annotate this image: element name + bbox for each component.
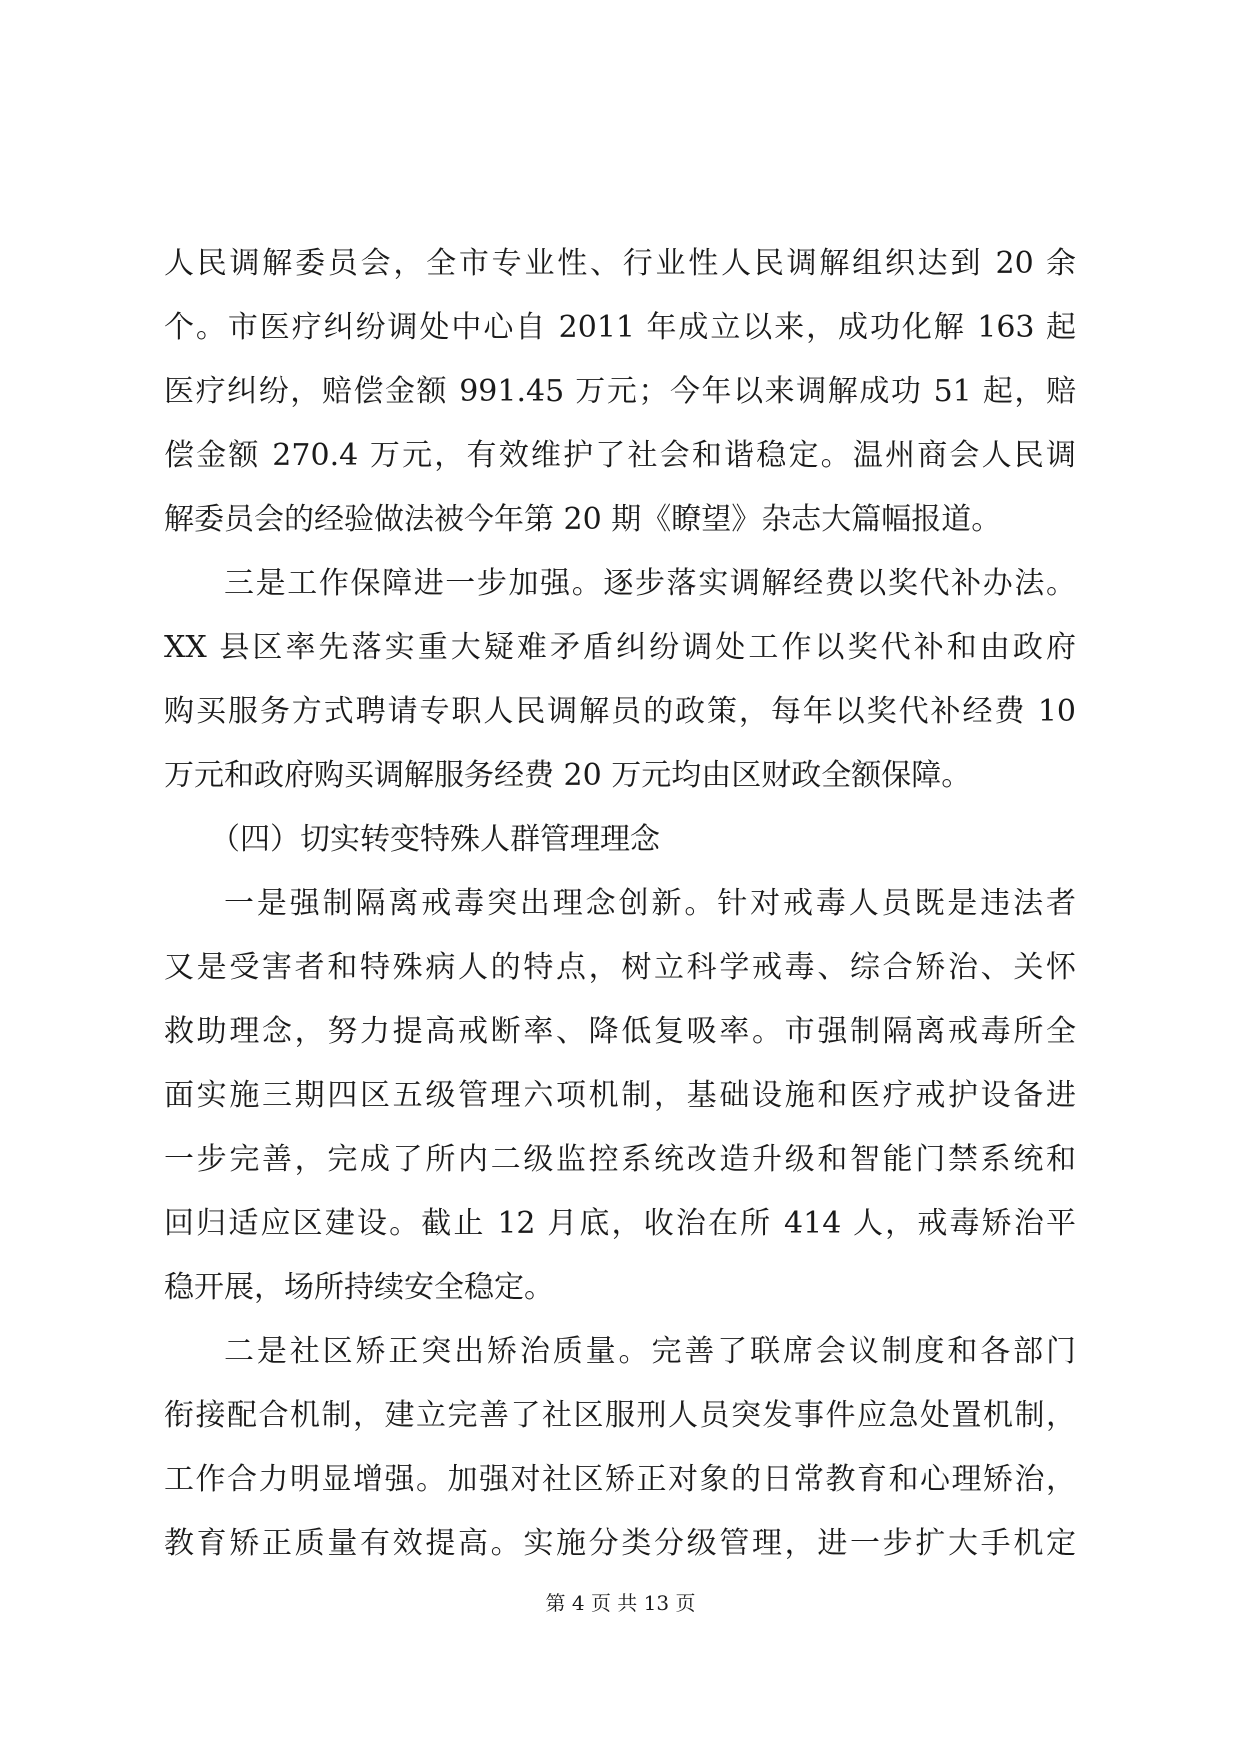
text-line: 工作合力明显增强。加强对社区矫正对象的日常教育和心理矫治，	[164, 1462, 1076, 1497]
document-body	[164, 232, 1076, 1576]
text-line: 偿金额 270.4 万元，有效维护了社会和谐稳定。温州商会人民调	[164, 438, 1076, 473]
text-line: 衔接配合机制，建立完善了社区服刑人员突发事件应急处置机制，	[164, 1398, 1076, 1433]
section-heading: （四）切实转变特殊人群管理理念	[210, 822, 660, 857]
text-line: 稳开展，场所持续安全稳定。	[164, 1270, 554, 1305]
text-line: 教育矫正质量有效提高。实施分类分级管理，进一步扩大手机定	[164, 1526, 1076, 1561]
text-line: 面实施三期四区五级管理六项机制，基础设施和医疗戒护设备进	[164, 1078, 1076, 1113]
text-line: 个。市医疗纠纷调处中心自 2011 年成立以来，成功化解 163 起	[164, 310, 1076, 345]
text-line: 救助理念，努力提高戒断率、降低复吸率。市强制隔离戒毒所全	[164, 1014, 1076, 1049]
text-line: 人民调解委员会，全市专业性、行业性人民调解组织达到 20 余	[164, 246, 1076, 281]
text-line: 三是工作保障进一步加强。逐步落实调解经费以奖代补办法。	[224, 566, 1076, 601]
text-line: 解委员会的经验做法被今年第 20 期《瞭望》杂志大篇幅报道。	[164, 502, 1002, 537]
text-line: 一步完善，完成了所内二级监控系统改造升级和智能门禁系统和	[164, 1142, 1076, 1177]
text-line: 购买服务方式聘请专职人民调解员的政策，每年以奖代补经费 10	[164, 694, 1076, 729]
page-footer	[0, 1590, 1241, 1616]
text-line: 医疗纠纷，赔偿金额 991.45 万元；今年以来调解成功 51 起，赔	[164, 374, 1076, 409]
page-number: 第 4 页 共 13 页	[545, 1591, 696, 1615]
text-line: 一是强制隔离戒毒突出理念创新。针对戒毒人员既是违法者	[224, 886, 1076, 921]
text-line: XX 县区率先落实重大疑难矛盾纠纷调处工作以奖代补和由政府	[164, 630, 1076, 665]
text-line: 万元和政府购买调解服务经费 20 万元均由区财政全额保障。	[164, 758, 972, 793]
text-line: 回归适应区建设。截止 12 月底，收治在所 414 人，戒毒矫治平	[164, 1206, 1076, 1241]
text-line: 二是社区矫正突出矫治质量。完善了联席会议制度和各部门	[224, 1334, 1076, 1369]
text-line: 又是受害者和特殊病人的特点，树立科学戒毒、综合矫治、关怀	[164, 950, 1076, 985]
